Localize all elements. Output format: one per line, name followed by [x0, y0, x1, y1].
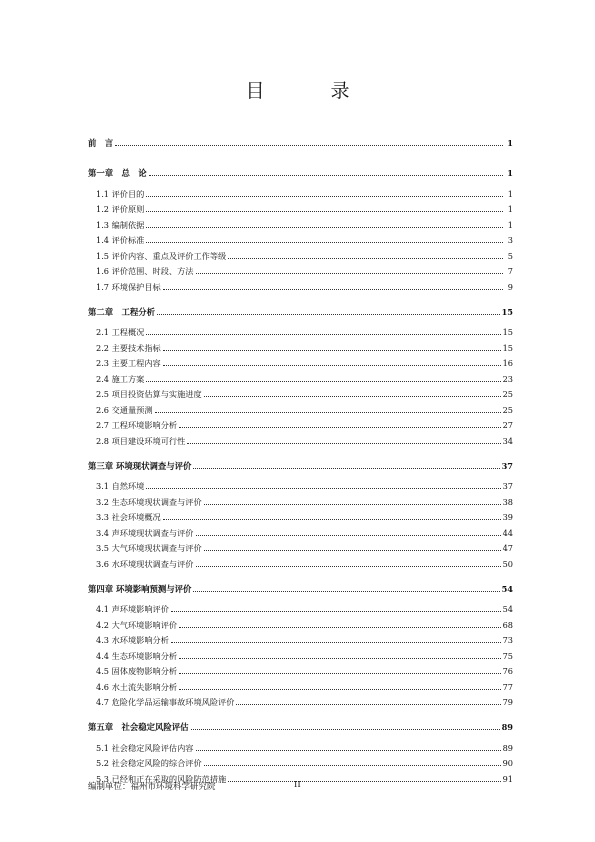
toc-section-entry[interactable]	[88, 184, 513, 200]
toc-section-entry[interactable]	[88, 754, 513, 770]
toc-entry-page: 1	[507, 168, 513, 178]
toc-entry-page: 25	[502, 404, 513, 415]
toc-entry-page: 3	[507, 235, 513, 245]
toc-entry-page: 1	[507, 188, 513, 199]
toc-entry-label: 第三章 环境现状调查与评价	[88, 460, 192, 471]
toc-entry-page: 79	[502, 697, 513, 707]
toc-leader-dots	[163, 289, 503, 290]
toc-section-entry[interactable]	[88, 523, 513, 539]
toc-entry-page: 75	[502, 650, 513, 661]
toc-entry-label: 2.2 主要技术指标	[96, 342, 161, 353]
toc-entry-label: 3.3 社会环境概况	[96, 512, 161, 522]
toc-section-entry[interactable]	[88, 277, 513, 293]
toc-entry-page: 37	[501, 460, 513, 471]
toc-entry-page: 54	[502, 604, 513, 614]
toc-leader-dots	[196, 535, 501, 536]
toc-leader-dots	[196, 273, 504, 274]
toc-section-entry[interactable]	[88, 662, 513, 678]
toc-entry-label: 3.1 自然环境	[96, 481, 145, 491]
toc-entry-page: 15	[501, 306, 513, 317]
toc-leader-dots	[204, 550, 501, 551]
toc-leader-dots	[163, 365, 501, 366]
toc-section-entry[interactable]	[88, 693, 513, 709]
toc-section-entry[interactable]	[88, 338, 513, 354]
toc-entry-label: 3.2 生态环境现状调查与评价	[96, 496, 202, 507]
toc-entry-page: 47	[502, 543, 513, 553]
toc-entry-label: 第二章 工程分析	[88, 306, 155, 317]
toc-section-entry[interactable]	[88, 200, 513, 216]
toc-section-entry[interactable]	[88, 631, 513, 647]
toc-entry-page: 25	[502, 389, 513, 399]
toc-leader-dots	[171, 611, 501, 612]
toc-entry-label: 4.4 生态环境影响分析	[96, 650, 178, 661]
toc-chapter-entry[interactable]	[88, 713, 513, 733]
toc-entry-label: 1.6 评价范围、时段、方法	[96, 266, 194, 276]
toc-entry-page: 89	[502, 742, 513, 753]
toc-section-entry[interactable]	[88, 231, 513, 247]
toc-leader-dots	[204, 765, 501, 766]
toc-entry-page: 27	[502, 420, 513, 430]
toc-leader-dots	[146, 196, 503, 197]
toc-leader-dots	[228, 781, 500, 782]
toc-entry-page: 54	[501, 583, 513, 594]
toc-entry-label: 2.5 项目投资估算与实施进度	[96, 389, 202, 399]
toc-entry-page: 34	[502, 435, 513, 446]
toc-entry-page: 15	[502, 327, 513, 337]
toc-entry-page: 68	[502, 619, 513, 630]
toc-leader-dots	[204, 396, 501, 397]
toc-entry-page: 39	[502, 512, 513, 522]
toc-section-entry[interactable]	[88, 354, 513, 370]
toc-leader-dots	[157, 314, 500, 315]
toc-entry-label: 2.4 施工方案	[96, 373, 145, 384]
toc-entry-label: 2.7 工程环境影响分析	[96, 420, 178, 430]
toc-section-entry[interactable]	[88, 738, 513, 754]
toc-entry-label: 5.3 已经和正在采取的风险防范措施	[96, 773, 227, 784]
toc-entry-label: 4.5 固体废物影响分析	[96, 666, 178, 676]
toc-section-entry[interactable]	[88, 323, 513, 339]
footer-page-number: II	[294, 780, 301, 790]
toc-leader-dots	[163, 519, 501, 520]
toc-entry-label: 4.2 大气环境影响评价	[96, 619, 178, 630]
toc-leader-dots	[187, 443, 500, 444]
toc-entry-page: 89	[501, 722, 513, 732]
toc-leader-dots	[146, 211, 503, 212]
toc-section-entry[interactable]	[88, 385, 513, 401]
toc-entry-label: 4.3 水环境影响分析	[96, 635, 169, 645]
toc-section-entry[interactable]	[88, 215, 513, 231]
toc-leader-dots	[146, 242, 503, 243]
toc-entry-label: 第五章 社会稳定风险评估	[88, 722, 189, 732]
toc-entry-page: 23	[502, 373, 513, 384]
toc-entry-page: 50	[502, 558, 513, 569]
toc-chapter-entry[interactable]	[88, 575, 513, 595]
toc-entry-label: 第四章 环境影响预测与评价	[88, 583, 192, 594]
toc-entry-label: 2.6 交通量预测	[96, 404, 153, 415]
toc-section-entry[interactable]	[88, 677, 513, 693]
toc-entry-page: 90	[502, 758, 513, 768]
toc-entry-label: 1.7 环境保护目标	[96, 281, 161, 292]
toc-entry-page: 37	[502, 481, 513, 491]
toc-entry-page: 76	[502, 666, 513, 676]
toc-entry-label: 第一章 总 论	[88, 168, 147, 178]
toc-entry-label: 4.1 声环境影响评价	[96, 604, 169, 614]
toc-leader-dots	[179, 673, 500, 674]
toc-entry-page: 1	[507, 138, 513, 148]
toc-entry-label: 3.5 大气环境现状调查与评价	[96, 543, 202, 553]
toc-leader-dots	[236, 704, 500, 705]
toc-entry-page: 73	[502, 635, 513, 645]
toc-leader-dots	[179, 658, 500, 659]
toc-leader-dots	[179, 689, 500, 690]
toc-section-entry[interactable]	[88, 400, 513, 416]
toc-entry-page: 77	[502, 681, 513, 692]
table-of-contents	[88, 129, 513, 785]
toc-leader-dots	[115, 145, 503, 146]
toc-section-entry[interactable]	[88, 369, 513, 385]
toc-leader-dots	[163, 350, 501, 351]
toc-entry-label: 4.7 危险化学品运输事故环境风险评价	[96, 697, 235, 707]
toc-entry-label: 3.6 水环境现状调查与评价	[96, 558, 194, 569]
toc-entry-label: 1.3 编制依据	[96, 219, 145, 230]
toc-leader-dots	[193, 468, 499, 469]
toc-entry-label: 5.2 社会稳定风险的综合评价	[96, 758, 202, 768]
toc-entry-page: 1	[507, 219, 513, 230]
toc-entry-label: 5.1 社会稳定风险评估内容	[96, 742, 194, 753]
toc-leader-dots	[179, 627, 500, 628]
page-title: 目 录	[245, 80, 380, 102]
toc-leader-dots	[191, 729, 500, 730]
toc-section-entry[interactable]	[88, 615, 513, 631]
toc-entry-page: 16	[502, 358, 513, 368]
toc-leader-dots	[179, 427, 500, 428]
toc-section-entry[interactable]	[88, 246, 513, 262]
toc-entry-label: 1.2 评价原则	[96, 204, 145, 214]
toc-entry-label: 1.4 评价标准	[96, 235, 145, 245]
toc-section-entry[interactable]	[88, 431, 513, 447]
toc-leader-dots	[146, 381, 500, 382]
toc-leader-dots	[228, 258, 503, 259]
toc-leader-dots	[146, 488, 500, 489]
toc-section-entry[interactable]	[88, 416, 513, 432]
toc-entry-page: 15	[502, 342, 513, 353]
toc-leader-dots	[196, 750, 501, 751]
toc-leader-dots	[171, 642, 501, 643]
toc-chapter-entry[interactable]	[88, 452, 513, 472]
toc-entry-label: 1.5 评价内容、重点及评价工作等级	[96, 250, 227, 261]
toc-leader-dots	[196, 566, 501, 567]
toc-entry-label: 3.4 声环境现状调查与评价	[96, 527, 194, 538]
toc-entry-label: 前 言	[88, 138, 114, 148]
toc-entry-page: 44	[502, 527, 513, 538]
toc-entry-label: 1.1 评价目的	[96, 188, 145, 199]
toc-leader-dots	[146, 227, 503, 228]
toc-chapter-entry[interactable]	[88, 298, 513, 318]
toc-entry-label: 2.1 工程概况	[96, 327, 145, 337]
toc-leader-dots	[193, 591, 499, 592]
toc-section-entry[interactable]	[88, 508, 513, 524]
toc-leader-dots	[146, 334, 500, 335]
toc-entry-label: 4.6 水土流失影响分析	[96, 681, 178, 692]
toc-entry-page: 1	[507, 204, 513, 214]
toc-section-entry[interactable]	[88, 477, 513, 493]
toc-entry-page: 9	[507, 281, 513, 292]
toc-section-entry[interactable]	[88, 600, 513, 616]
toc-chapter-entry[interactable]	[88, 129, 513, 149]
toc-section-entry[interactable]	[88, 262, 513, 278]
toc-entry-page: 7	[507, 266, 513, 276]
toc-entry-page: 38	[502, 496, 513, 507]
toc-leader-dots	[149, 175, 503, 176]
footer-organization: 编制单位：福州市环境科学研究院	[88, 782, 216, 792]
toc-entry-page: 5	[507, 250, 513, 261]
toc-entry-page: 91	[502, 773, 513, 784]
toc-leader-dots	[155, 412, 501, 413]
toc-chapter-entry[interactable]	[88, 159, 513, 179]
toc-entry-label: 2.8 项目建设环境可行性	[96, 435, 186, 446]
toc-section-entry[interactable]	[88, 492, 513, 508]
toc-section-entry[interactable]	[88, 539, 513, 555]
toc-leader-dots	[204, 504, 501, 505]
toc-section-entry[interactable]	[88, 554, 513, 570]
toc-section-entry[interactable]	[88, 646, 513, 662]
toc-entry-label: 2.3 主要工程内容	[96, 358, 161, 368]
